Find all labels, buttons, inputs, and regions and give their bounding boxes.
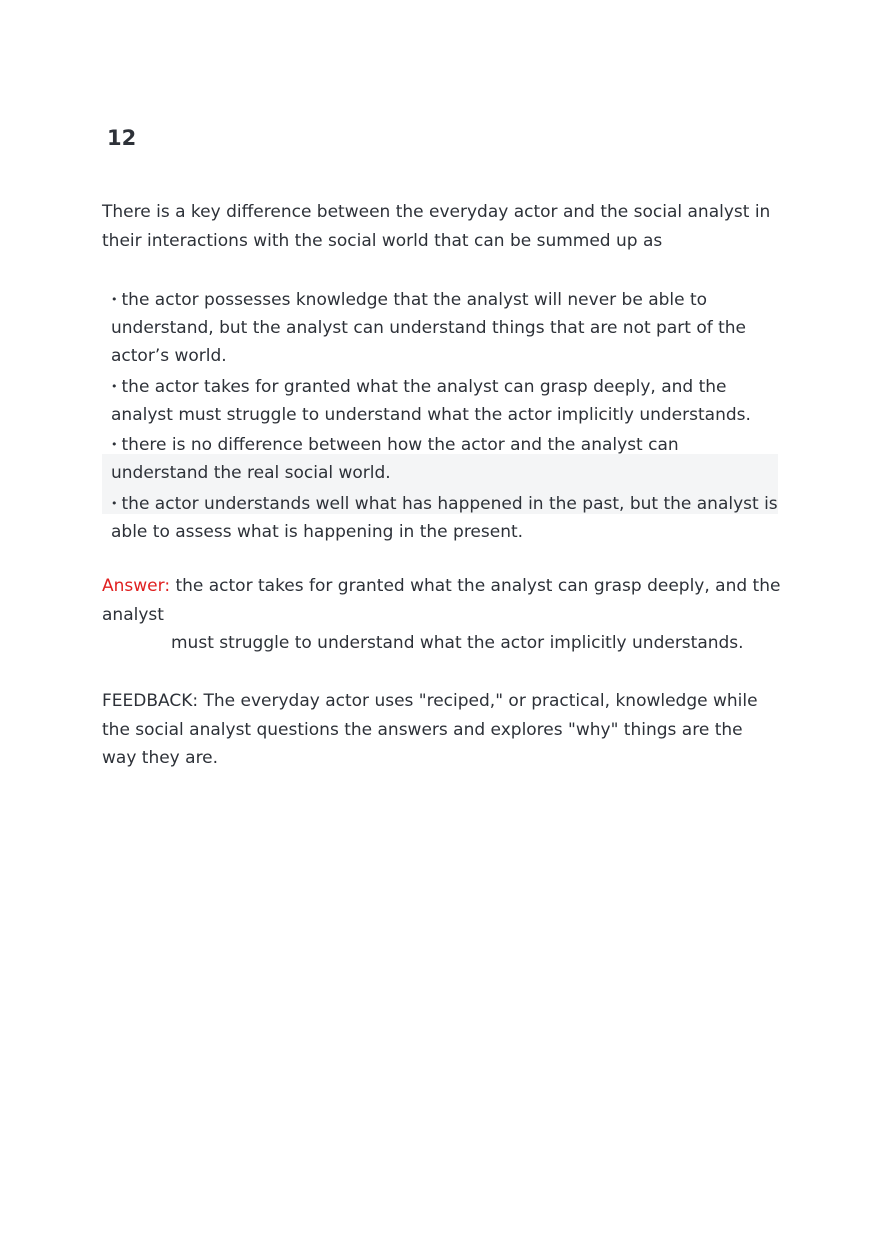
bullet-icon: • <box>111 293 118 306</box>
option-item <box>102 373 778 429</box>
answer-block <box>102 572 782 658</box>
bullet-icon: • <box>111 379 118 393</box>
option-item <box>102 431 778 487</box>
option-text: the actor takes for granted what the analyst can grasp deeply, and the analyst must struggle to understand what the actor implicitly understands. <box>111 376 751 425</box>
page-number: 12 <box>107 126 137 150</box>
option-text: there is no difference between how the actor and the analyst can understand the real social world. <box>111 435 679 483</box>
option-text: the actor possesses knowledge that the analyst will never be able to understand, but the analyst can understand things that are not part of the actor’s world. <box>111 290 747 366</box>
feedback-text: FEEDBACK: The everyday actor uses "reciped," or practical, knowledge while the social analyst questions the answers and explores "why" things are the way they are. <box>102 691 758 768</box>
option-item <box>102 490 778 546</box>
question-stem: There is a key difference between the everyday actor and the social analyst in their interactions with the social world that can be summed up as <box>102 202 771 251</box>
bullet-icon: • <box>111 496 118 510</box>
answer-line-1 <box>102 572 782 629</box>
option-item <box>102 286 778 370</box>
answer-line-2: must struggle to understand what the actor implicitly understands. <box>171 633 744 653</box>
answer-text: the actor takes for granted what the analyst can grasp deeply, and the analyst <box>102 576 781 625</box>
answer-label: Answer: <box>102 576 171 596</box>
option-text: the actor understands well what has happened in the past, but the analyst is able to assess what is happening in the present. <box>111 493 778 542</box>
bullet-icon: • <box>111 438 118 451</box>
answer-options <box>102 286 778 548</box>
